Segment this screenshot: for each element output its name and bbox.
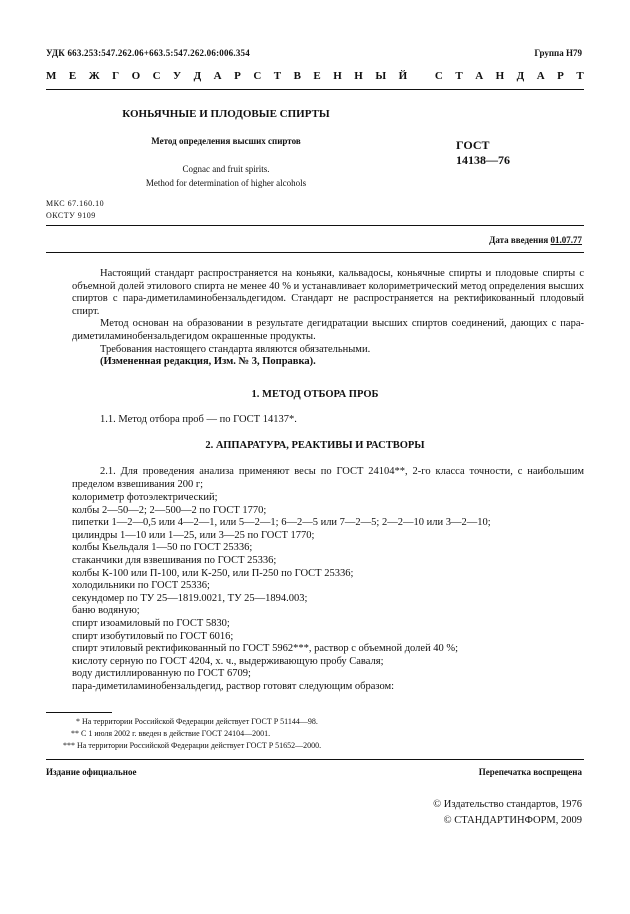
list-item: стаканчики для взвешивания по ГОСТ 25336; <box>72 554 277 566</box>
copyright-publisher-1976: © Издательство стандартов, 1976 <box>433 799 582 810</box>
list-item: спирт изобутиловый по ГОСТ 6016; <box>72 630 234 642</box>
okstu-code: ОКСТУ 9109 <box>46 211 96 220</box>
footnote-divider <box>46 712 112 713</box>
section-1-heading: 1. МЕТОД ОТБОРА ПРОБ <box>251 389 379 400</box>
official-edition: Издание официальное <box>46 767 137 777</box>
list-item: секундомер по ТУ 25—1819.0021, ТУ 25—1894.003; <box>72 592 308 604</box>
footnote-3: *** На территории Российской Федерации действует ГОСТ Р 51652—2000. <box>63 741 322 750</box>
intro-paragraph-1: Настоящий стандарт распространяется на коньяки, кальвадосы, коньячные спирты и плодовые спирты с объемной долей этилового спирта не менее 40 % и устанавливает колориметрический метод определения высших спиртов с пара-диметиламинобензальдегидом. Стандарт не распространяется на ректификованный плодовый спирт. <box>72 268 584 317</box>
section-2-body <box>72 466 584 491</box>
date-divider <box>46 252 584 253</box>
date-value: 01.07.77 <box>550 235 582 245</box>
middle-divider <box>46 225 584 226</box>
section-2-heading: 2. АППАРАТУРА, РЕАКТИВЫ И РАСТВОРЫ <box>205 440 425 451</box>
top-divider <box>46 89 584 90</box>
list-item: спирт изоамиловый по ГОСТ 5830; <box>72 617 230 629</box>
list-item: колориметр фотоэлектрический; <box>72 492 218 503</box>
interstate-standard-banner: М Е Ж Г О С У Д А Р С Т В Е Н Н Ы Й С Т А Н Д А Р Т <box>46 70 584 82</box>
introduction-date <box>489 235 582 245</box>
equipment-list <box>72 492 584 694</box>
list-item: пипетки 1—2—0,5 или 4—2—1, или 5—2—1; 6—2—5 или 7—2—5; 2—2—10 или 3—2—10; <box>72 517 491 529</box>
intro-paragraph-2: Метод основан на образовании в результате дегидратации высших спиртов соединений, дающих с пара-диметиламинобензальдегидом окрашенные продукты. <box>72 318 584 342</box>
classification-codes <box>46 198 104 222</box>
list-item: пара-диметиламинобензальдегид, раствор готовят следующим образом: <box>72 680 395 692</box>
footnote-1: * На территории Российской Федерации действует ГОСТ Р 51144—98. <box>76 717 318 726</box>
copyright-publisher-2009: © СТАНДАРТИНФОРМ, 2009 <box>443 815 582 826</box>
list-item: колбы К-100 или П-100, или К-250, или П-250 по ГОСТ 25336; <box>72 567 354 579</box>
list-item: колбы 2—50—2; 2—500—2 по ГОСТ 1770; <box>72 504 267 516</box>
gost-designation <box>456 138 510 168</box>
udk-code: УДК 663.253:547.262.06+663.5:547.262.06:006.354 <box>46 48 250 58</box>
group-code: Группа Н79 <box>534 48 582 58</box>
clause-1-1: 1.1. Метод отбора проб — по ГОСТ 14137*. <box>100 414 297 425</box>
reprint-prohibited: Перепечатка воспрещена <box>478 767 582 777</box>
list-item: спирт этиловый ректификованный по ГОСТ 5962***, раствор с объемной долей 40 %; <box>72 643 459 655</box>
list-item: цилиндры 1—10 или 1—25, или 3—25 по ГОСТ 1770; <box>72 529 315 541</box>
footer-divider <box>46 759 584 760</box>
mks-code: МКС 67.160.10 <box>46 199 105 208</box>
list-item: баню водяную; <box>72 605 140 617</box>
list-item: холодильники по ГОСТ 25336; <box>72 580 210 592</box>
introduction <box>72 268 584 369</box>
footnotes <box>46 716 584 752</box>
clause-2-1: 2.1. Для проведения анализа применяют весы по ГОСТ 24104**, 2-го класса точности, с наибольшим пределом взвешивания 200 г; <box>72 466 584 490</box>
list-item: воду дистиллированную по ГОСТ 6709; <box>72 668 251 680</box>
english-title <box>46 162 406 190</box>
date-label: Дата введения <box>489 235 551 245</box>
english-title-line-2: Method for determination of higher alcohols <box>145 178 307 188</box>
intro-paragraph-3: Требования настоящего стандарта являются обязательными. <box>100 343 371 355</box>
document-title: КОНЬЯЧНЫЕ И ПЛОДОВЫЕ СПИРТЫ <box>122 108 330 120</box>
gost-number: 14138—76 <box>456 153 510 167</box>
footnote-2: ** С 1 июля 2002 г. введен в действие ГОСТ 24104—2001. <box>71 729 271 738</box>
english-title-line-1: Cognac and fruit spirits. <box>182 164 270 174</box>
document-subtitle: Метод определения высших спиртов <box>151 136 301 146</box>
gost-label: ГОСТ <box>456 138 490 152</box>
list-item: кислоту серную по ГОСТ 4204, х. ч., выдерживающую пробу Саваля; <box>72 655 384 667</box>
section-1-body <box>72 414 584 427</box>
amendment-note: (Измененная редакция, Изм. № 3, Поправка). <box>100 356 316 368</box>
list-item: колбы Кьельдаля 1—50 по ГОСТ 25336; <box>72 542 253 554</box>
